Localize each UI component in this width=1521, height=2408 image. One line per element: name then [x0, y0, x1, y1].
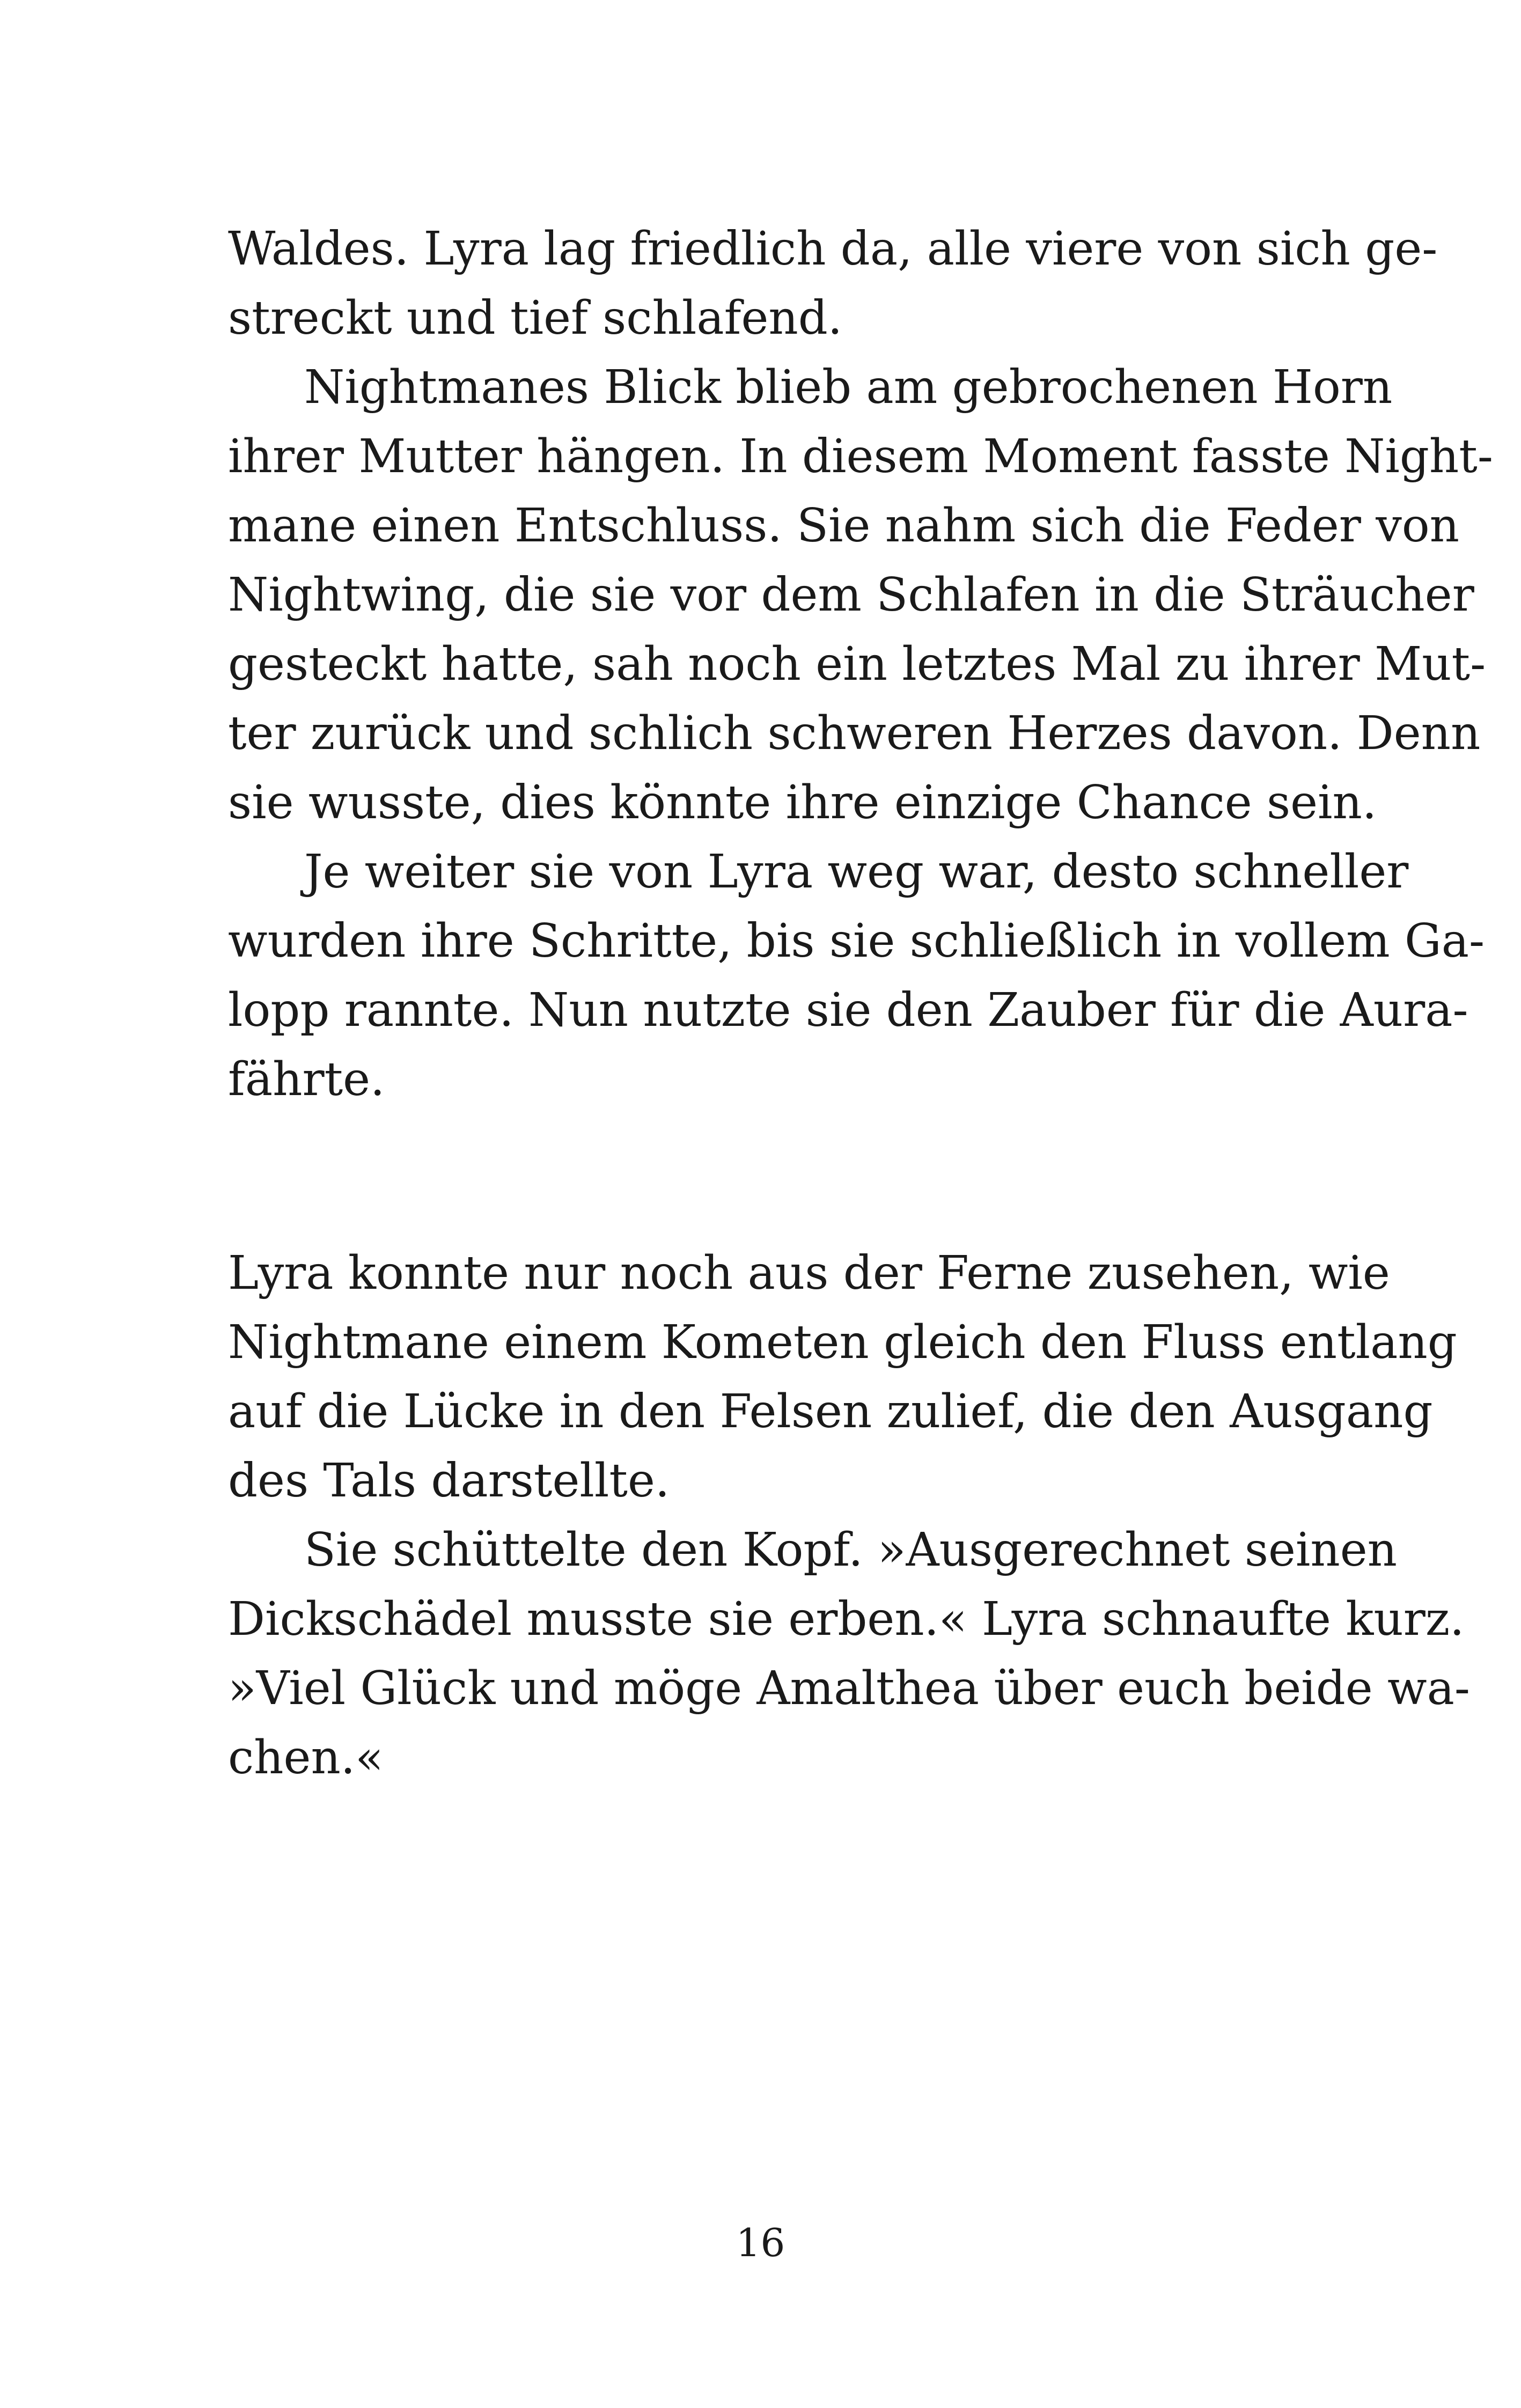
- text-line: Lyra konnte nur noch aus der Ferne zusehen, wie: [228, 1246, 1390, 1300]
- text-line: chen.«: [228, 1731, 384, 1785]
- text-line: streckt und tief schlafend.: [228, 291, 843, 345]
- text-line: gesteckt hatte, sah noch ein letztes Mal zu ihrer Mut-: [228, 637, 1486, 691]
- text-line: mane einen Entschluss. Sie nahm sich die Feder von: [228, 499, 1459, 553]
- text-line: Waldes. Lyra lag friedlich da, alle viere von sich ge-: [228, 222, 1438, 276]
- text-line: Nightwing, die sie vor dem Schlafen in die Sträucher: [228, 568, 1474, 622]
- text-section-1: [228, 215, 1493, 1114]
- text-line: Je weiter sie von Lyra weg war, desto schneller: [304, 845, 1409, 899]
- text-line: Nightmane einem Kometen gleich den Fluss entlang: [228, 1316, 1457, 1369]
- text-line: fährte.: [228, 1053, 385, 1106]
- text-line: sie wusste, dies könnte ihre einzige Chance sein.: [228, 776, 1377, 829]
- text-line: auf die Lücke in den Felsen zulief, die den Ausgang: [228, 1385, 1433, 1438]
- text-line: lopp rannte. Nun nutzte sie den Zauber für die Aura-: [228, 983, 1468, 1037]
- text-line: »Viel Glück und möge Amalthea über euch beide wa-: [228, 1662, 1470, 1715]
- text-line: Nightmanes Blick blieb am gebrochenen Horn: [304, 361, 1393, 414]
- page-number: 16: [736, 2220, 785, 2265]
- text-line: ihrer Mutter hängen. In diesem Moment fasste Night-: [228, 430, 1493, 483]
- text-section-2: [228, 1239, 1470, 1793]
- text-line: des Tals darstellte.: [228, 1454, 670, 1508]
- text-line: wurden ihre Schritte, bis sie schließlich in vollem Ga-: [228, 914, 1485, 968]
- text-line: Dickschädel musste sie erben.« Lyra schnaufte kurz.: [228, 1592, 1465, 1646]
- text-line: ter zurück und schlich schweren Herzes davon. Denn: [228, 707, 1481, 760]
- text-line: Sie schüttelte den Kopf. »Ausgerechnet seinen: [304, 1523, 1398, 1577]
